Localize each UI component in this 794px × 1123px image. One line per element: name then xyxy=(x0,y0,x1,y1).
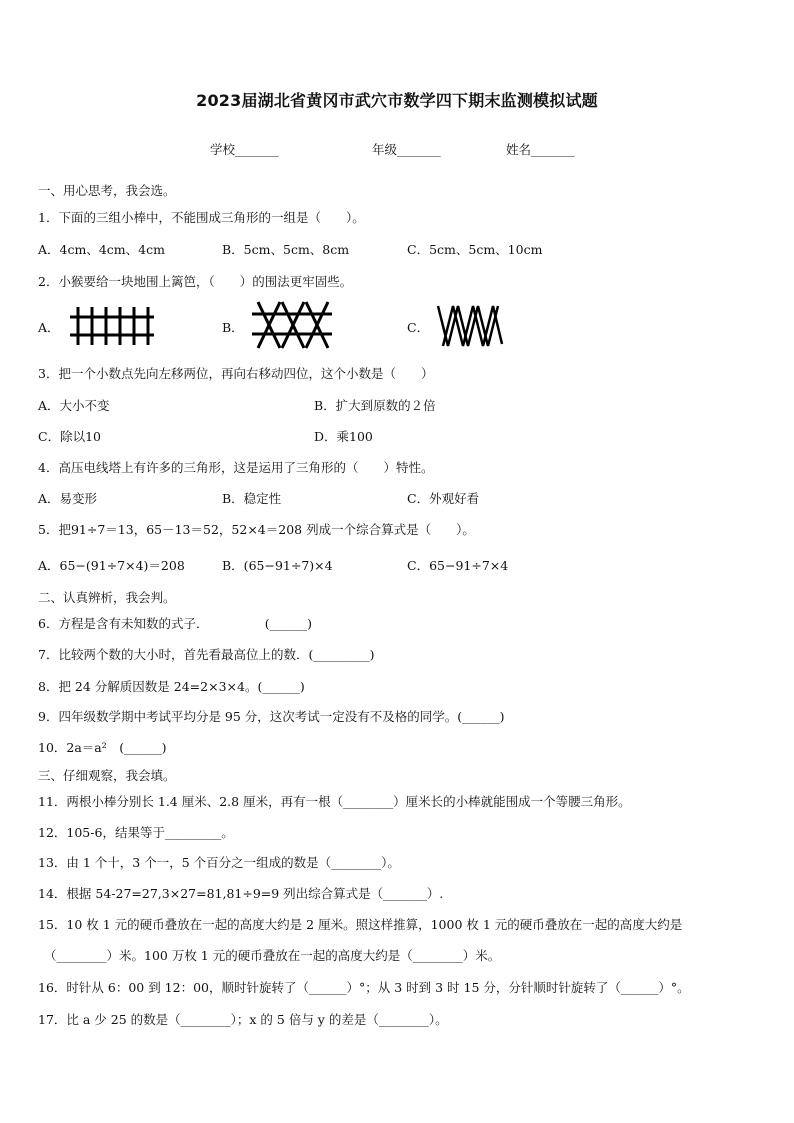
school-field: 学校_______ xyxy=(210,142,279,157)
q3-option-c: C．除以10 xyxy=(38,429,101,444)
q7-text: 7．比较两个数的大小时，首先看最高位上的数．(_________) xyxy=(38,647,375,662)
q2-option-a: A． xyxy=(38,320,60,335)
q16-text: 16．时针从 6：00 到 12：00，顺时针旋转了（______）°；从 3 时到 3 时 15 分，分针顺时针旋转了（______）°。 xyxy=(38,980,690,995)
section-2-title: 二、认真辨析，我会判。 xyxy=(38,590,176,605)
page-title: 2023届湖北省黄冈市武穴市数学四下期末监测模拟试题 xyxy=(196,91,598,110)
q15-text-line1: 15．10 枚 1 元的硬币叠放在一起的高度大约是 2 厘米。照这样推算，1000 枚 1 元的硬币叠放在一起的高度大约是 xyxy=(38,917,683,932)
q12-text: 12．105-6，结果等于_________。 xyxy=(38,825,234,840)
q2-option-c: C． xyxy=(407,320,430,335)
q2-stem: 2．小猴要给一块地围上篱笆，（ ）的围法更牢固些。 xyxy=(38,274,353,289)
q5-stem: 5．把91÷7＝13，65－13＝52，52×4＝208 列成一个综合算式是（ ）。 xyxy=(38,522,475,537)
q3-option-a: A．大小不变 xyxy=(38,398,110,413)
fence-crossed-figure xyxy=(250,300,334,350)
q1-option-c: C．5cm、5cm、10cm xyxy=(407,242,543,257)
q5-option-b: B．(65−91÷7)×4 xyxy=(222,558,333,573)
q14-text: 14．根据 54-27=27,3×27=81,81÷9=9 列出综合算式是（_______）. xyxy=(38,886,444,901)
q1-stem: 1．下面的三组小棒中，不能围成三角形的一组是（ ）。 xyxy=(38,210,365,225)
q9-text: 9．四年级数学期中考试平均分是 95 分，这次考试一定没有不及格的同学。(______) xyxy=(38,709,505,724)
q8-text: 8．把 24 分解质因数是 24=2×3×4。(______) xyxy=(38,679,305,694)
q3-option-d: D．乘100 xyxy=(314,429,373,444)
q10-text: 10．2a＝a² (______) xyxy=(38,740,167,755)
q5-option-c: C．65−91÷7×4 xyxy=(407,558,509,573)
q4-stem: 4．高压电线塔上有许多的三角形，这是运用了三角形的（ ）特性。 xyxy=(38,460,434,475)
q13-text: 13．由 1 个十，3 个一，5 个百分之一组成的数是（________）。 xyxy=(38,855,400,870)
section-3-title: 三、仔细观察，我会填。 xyxy=(38,768,176,783)
q5-option-a: A．65−(91÷7×4)＝208 xyxy=(38,558,185,573)
q3-stem: 3．把一个小数点先向左移两位，再向右移动四位，这个小数是（ ） xyxy=(38,366,434,381)
q6-text: 6．方程是含有未知数的式子． (______) xyxy=(38,616,312,631)
section-1-title: 一、用心思考，我会选。 xyxy=(38,183,176,198)
fence-zigzag-figure xyxy=(436,304,504,348)
q3-option-b: B．扩大到原数的２倍 xyxy=(314,398,436,413)
q15-text-line2: （________）米。100 万枚 1 元的硬币叠放在一起的高度大约是（________）米。 xyxy=(44,948,501,963)
q1-option-a: A．4cm、4cm、4cm xyxy=(38,242,165,257)
grade-field: 年级_______ xyxy=(372,142,441,157)
q4-option-a: A．易变形 xyxy=(38,491,98,506)
q2-option-b: B． xyxy=(222,320,244,335)
q17-text: 17．比 a 少 25 的数是（________）；x 的 5 倍与 y 的差是（________）。 xyxy=(38,1012,448,1027)
q1-option-b: B．5cm、5cm、8cm xyxy=(222,242,350,257)
q4-option-b: B．稳定性 xyxy=(222,491,282,506)
q4-option-c: C．外观好看 xyxy=(407,491,480,506)
name-field: 姓名_______ xyxy=(506,142,575,157)
fence-grid-figure xyxy=(66,305,156,347)
q11-text: 11．两根小棒分别长 1.4 厘米、2.8 厘米，再有一根（________）厘米长的小棒就能围成一个等腰三角形。 xyxy=(38,794,631,809)
